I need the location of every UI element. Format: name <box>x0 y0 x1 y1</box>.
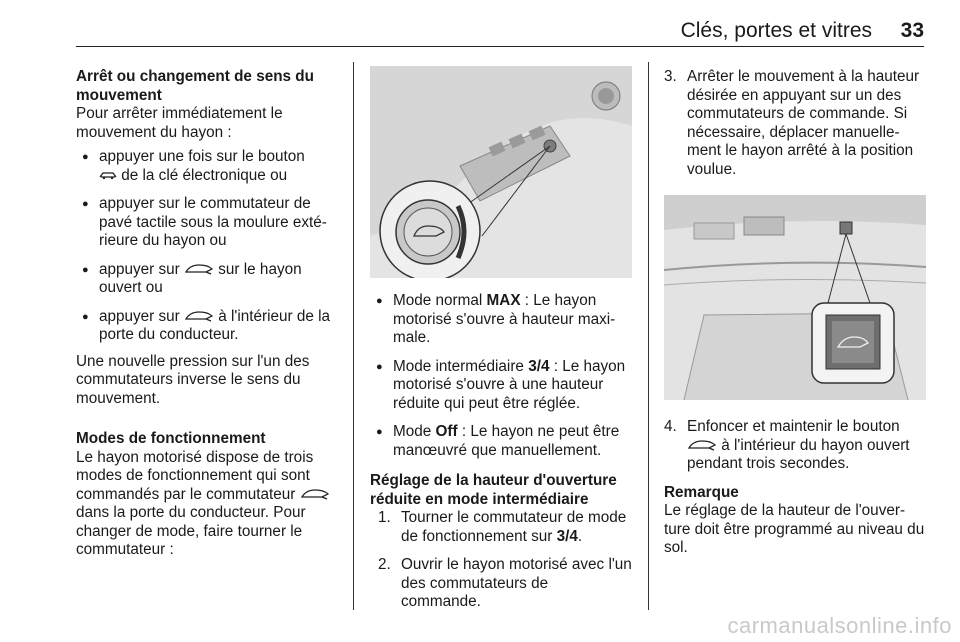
modes-text: Le hayon motorisé dispose de trois modes de fonctionnement qui sont commandés par le commutateur dans la porte du conducteur. Pour changer de mode, faire tourner le commutateur : <box>76 449 344 560</box>
page-number: 33 <box>900 19 924 42</box>
tailgate-switch-icon <box>687 439 717 451</box>
section-title-adjust: Réglage de la hauteur d'ouverture réduite en mode intermédiaire <box>370 472 617 508</box>
column-divider <box>353 62 354 610</box>
mode-item-off: ● Mode Off : Le hayon ne peut être manœuvré que manuellement. <box>370 423 632 460</box>
reverse-text: Une nouvelle pression sur l'un des commutateurs inverse le sens du mouvement. <box>76 352 310 407</box>
column-divider <box>648 62 649 610</box>
column-middle <box>370 66 632 622</box>
tailgate-switch-icon <box>184 263 214 275</box>
bullet-item: ● appuyer une fois sur le bouton de la clé électronique ou <box>76 148 344 185</box>
column-right <box>664 68 926 558</box>
watermark: carmanualsonline.info <box>727 613 952 638</box>
step-item: 3. Arrêter le mouvement à la hauteur désirée en appuyant sur un des commutateurs de commande. Si nécessaire, déplacer manuelle- ment le hayon arrêté à la position voulue. <box>664 68 920 178</box>
step-item: 2. Ouvrir le hayon motorisé avec l'un des commutateurs de commande. <box>378 556 632 610</box>
section-title-stop: Arrêt ou changement de sens du mouvement <box>76 68 314 104</box>
stop-intro: Pour arrêter immédiatement le mouvement du hayon : <box>76 105 283 141</box>
header-title: Clés, portes et vitres <box>680 19 872 42</box>
tailgate-switch-icon <box>300 488 330 500</box>
bullet-item: ● appuyer sur sur le hayon ouvert ou <box>76 261 344 298</box>
bullet-item: ● appuyer sur à l'intérieur de la porte du conducteur. <box>76 308 344 345</box>
step-item: 4. Enfoncer et maintenir le bouton à l'intérieur du hayon ouvert pendant trois secondes. <box>664 418 910 472</box>
tailgate-button-illustration <box>664 195 926 400</box>
column-left <box>76 68 344 560</box>
section-title-modes: Modes de fonctionnement <box>76 430 266 447</box>
tailgate-key-icon <box>99 170 117 180</box>
door-switch-illustration <box>370 66 632 278</box>
page-header <box>76 8 924 47</box>
mode-item-intermediate: ● Mode intermédiaire 3/4 : Le hayon motorisé s'ouvre à une hauteur réduite qui peut être réglée. <box>370 358 632 414</box>
note-text: Le réglage de la hauteur de l'ouver- ture doit être programmé au niveau du sol. <box>664 502 925 556</box>
tailgate-switch-icon <box>184 310 214 322</box>
note-title: Remarque <box>664 483 739 501</box>
step-item: 1. Tourner le commutateur de mode de fonctionnement sur 3/4. <box>378 509 627 545</box>
bullet-item: ● appuyer sur le commutateur de pavé tactile sous la moulure exté- rieure du hayon ou <box>76 195 344 251</box>
mode-item-max: ● Mode normal MAX : Le hayon motorisé s'ouvre à hauteur maxi- male. <box>370 292 632 348</box>
